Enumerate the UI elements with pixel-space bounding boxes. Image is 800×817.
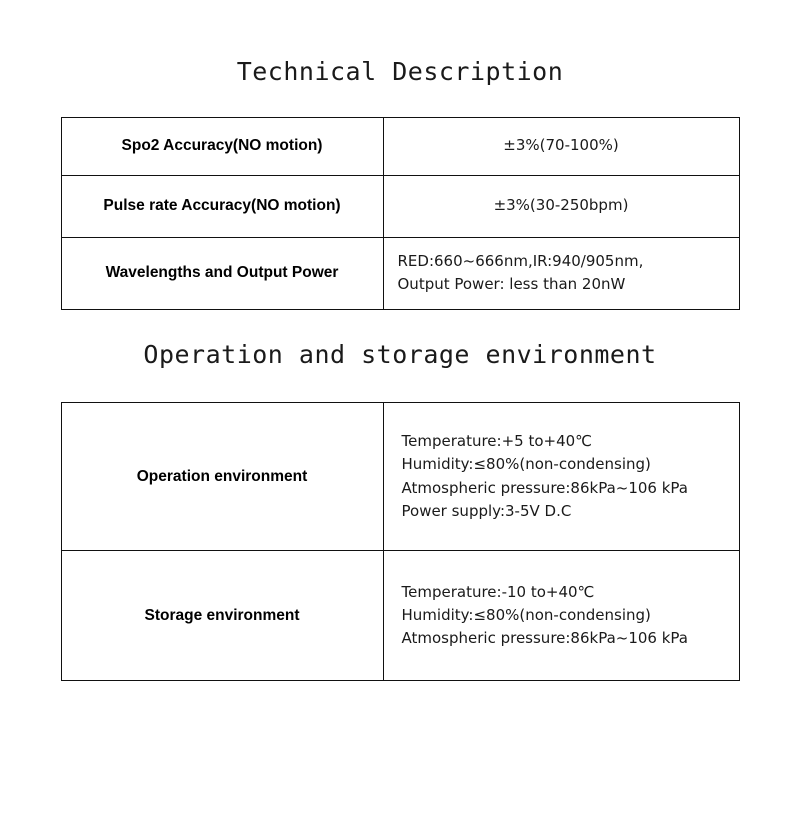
row-value [383,403,739,551]
row-label: Spo2 Accuracy(NO motion) [61,117,383,175]
row-value [383,237,739,309]
row-label: Wavelengths and Output Power [61,237,383,309]
value-line: Temperature:-10 to+40℃ [401,582,595,601]
row-value [383,175,739,237]
environment-table [61,402,740,681]
value-line: Humidity:≤80%(non-condensing) [401,455,651,474]
value-line: Power supply:3-5V D.C [401,501,572,520]
value-line: Atmospheric pressure:86kPa~106 kPa [401,478,688,497]
row-label: Pulse rate Accuracy(NO motion) [61,175,383,237]
value-line: Humidity:≤80%(non-condensing) [401,605,651,624]
row-value [383,551,739,681]
document-page [0,17,800,817]
value-line: Temperature:+5 to+40℃ [401,432,593,450]
table-row [61,117,739,175]
table-row [61,237,739,309]
value-line: ±3%(30-250bpm) [493,196,629,215]
table-row [61,175,739,237]
value-line: Output Power: less than 20nW [397,275,626,293]
table-row [61,403,739,551]
page-title-operation-storage-environment: Operation and storage environment [143,340,657,370]
row-label: Operation environment [61,403,383,551]
row-label: Storage environment [61,551,383,681]
row-value [383,117,739,175]
value-line: ±3%(70-100%) [503,136,619,155]
technical-description-table [61,117,740,310]
value-line: RED:660~666nm,IR:940/905nm, [397,251,644,270]
table-row [61,551,739,681]
page-title-technical-description: Technical Description [236,56,564,86]
value-line: Atmospheric pressure:86kPa~106 kPa [401,629,688,648]
